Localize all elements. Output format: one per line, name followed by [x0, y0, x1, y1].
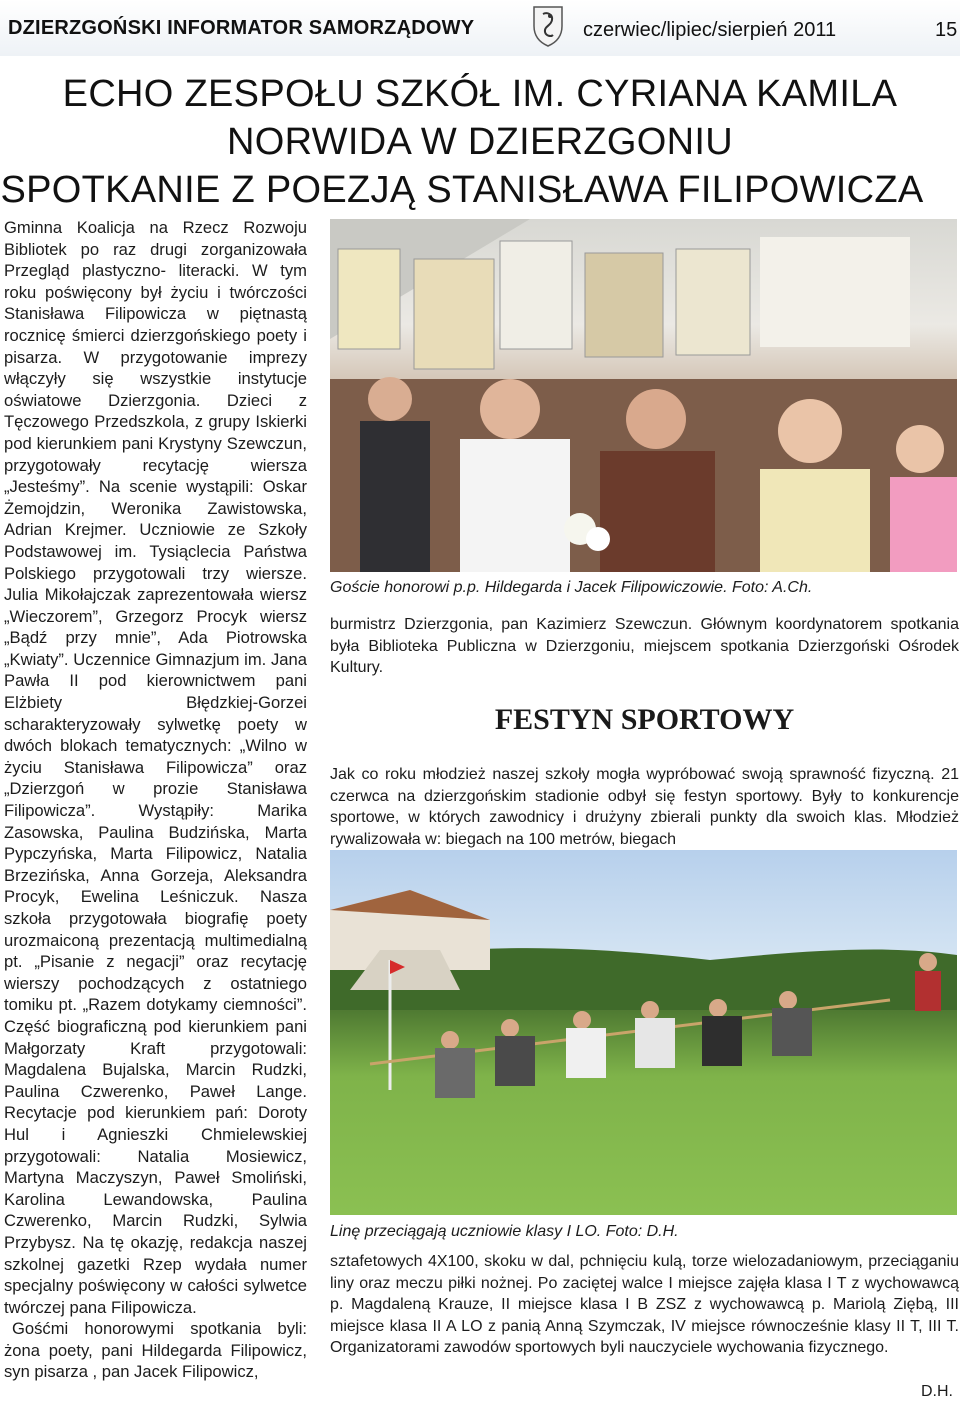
tug-of-war-photo: [330, 850, 957, 1215]
tug-of-war-caption: Linę przeciągają uczniowie klasy I LO. Foto: D.H.: [330, 1223, 679, 1240]
festyn-intro: [330, 764, 959, 850]
continuation-paragraph: burmistrz Dzierzgonia, pan Kazimierz Szewczun. Głównym koordynatorem spotkania była Biblioteka Publiczna w Dzierzgoniu, miejscem spotkania Dzierzgoński Ośrodek Kultury.: [330, 616, 959, 676]
title-line-3: SPOTKANIE Z POEZJĄ STANISŁAWA FILIPOWICZA: [0, 169, 924, 211]
festyn-intro-paragraph: Jak co roku młodzież naszej szkoły mogła wypróbować swoją sprawność fizyczną. 21 czerwca na dzierzgońskim stadionie odbył się festyn sportowy. Były to konkurencje sportowe, w których zawodnicy i drużyny zbierali punkty dla swoich klas. Młodzież rywalizowała w: biegach na 100 metrów, biegach: [330, 766, 959, 848]
publication-name: DZIERZGOŃSKI INFORMATOR SAMORZĄDOWY: [8, 17, 475, 39]
guests-photo-caption: Goście honorowi p.p. Hildegarda i Jacek Filipowiczowie. Foto: A.Ch.: [330, 579, 813, 596]
title-line-2: NORWIDA W DZIERZGONIU: [227, 121, 733, 163]
left-column-article: [4, 217, 307, 1383]
article-paragraph-1: Gminna Koalicja na Rzecz Rozwoju Bibliotek po raz drugi zorganizowała Przegląd plastyczno- literacki. W tym roku poświęcony był życiu i twórczości Stanisława Filipowicza w piętnastą rocznicę śmierci dzierzgońskiego poety i pisarza. W przygotowanie imprezy włączyły się wszystkie instytucje oświatowe Dzierzgonia. Dzieci z Tęczowego Przedszkola, z grupy Iskierki pod kierunkiem pani Krystyny Szewczun, przygotowały recytację wiersza „Jesteśmy”. Na scenie wystąpili: Oskar Żemojdzin, Weronika Zawistowska, Adrian Krejmer. Uczniowie ze Szkoły Podstawowej im. Tysiąclecia Państwa Polskiego przygotowali trzy wiersze. Julia Mikołajczak zaprezentowała wiersz „Wieczorem”, Grzegorz Procyk wiersz „Bądź przy mnie”, Ada Piotrowska „Kwiaty”. Uczennice Gimnazjum im. Jana Pawła II pod kierownictwem pani Elżbiety Błędzkiej-Gorzei scharakteryzowały sylwetkę poety w dwóch blokach tematycznych: „Wilno w życiu Stanisława Filipowicza” oraz „Dzierzgoń w prozie Stanisława Filipowicza”. Wystąpiły: Marika Zasowska, Paulina Budzińska, Marta Pypczyńska, Marta Filipowicz, Natalia Brzezińska, Anna Gorzeja, Aleksandra Procyk, Ewelina Leśniczuk. Nasza szkoła przygotowała biografię poety urozmaiconą prezentacją multimedialną pt. „Pisanie z negacji” oraz recytację wierszy pochodzących z ostatniego tomiku pt. „Razem dotykamy ciemności”. Część biograficzną pod kierunkiem pani Małgorzaty Kraft przygotowali: Magdalena Bujalska, Marcin Rudzki, Paulina Czwerenko, Paweł Lange. Recytacje pod kierunkiem pań: Doroty Hul i Agnieszki Chmielewskiej przygotowali: Natalia Mosiewicz, Martyna Maczyszyn, Paweł Smoliński, Karolina Lewandowska, Paulina Czwerenko, Marcin Rudzki, Sylwia Przybysz. Na tę okazję, redakcja naszej szkolnej gazetki Rzep wydała numer specjalny poświęcony w całości sylwetce twórczej pana Filipowicza.: [4, 218, 307, 1317]
article-paragraph-2: Gośćmi honorowymi spotkania byli: żona poety, pani Hildegarda Filipowicz, syn pisarza , pan Jacek Filipowicz,: [4, 1319, 307, 1382]
festyn-results-paragraph: sztafetowych 4X100, skoku w dal, pchnięciu kulą, torze wielozadaniowym, przeciąganiu liny oraz meczu piłki nożnej. Po zaciętej walce I miejsce zajęła klasa I T z wychowawcą p. Magdaleną Krauze, II miejsce klasa I B ZSZ z wychowawcą p. Mariolą Ziębą, III miejsce klasa II A LO z panią Anną Szymczak, IV miejsce równocześnie klasy II T, III T. Organizatorami zawodów sportowych byli nauczyciele wychowania fizycznego.: [330, 1253, 959, 1356]
article-title: [0, 70, 960, 214]
town-crest-icon: [531, 4, 565, 48]
article-continuation: [330, 614, 959, 679]
page-number: 15: [935, 19, 958, 41]
guests-photo: [330, 219, 957, 572]
festyn-results: [330, 1251, 959, 1359]
page-header: [0, 0, 960, 56]
author-signature: D.H.: [921, 1383, 953, 1400]
title-line-1: ECHO ZESPOŁU SZKÓŁ IM. CYRIANA KAMILA: [62, 73, 898, 115]
issue-date: czerwiec/lipiec/sierpień 2011: [583, 19, 837, 41]
festyn-title: FESTYN SPORTOWY: [494, 703, 795, 736]
